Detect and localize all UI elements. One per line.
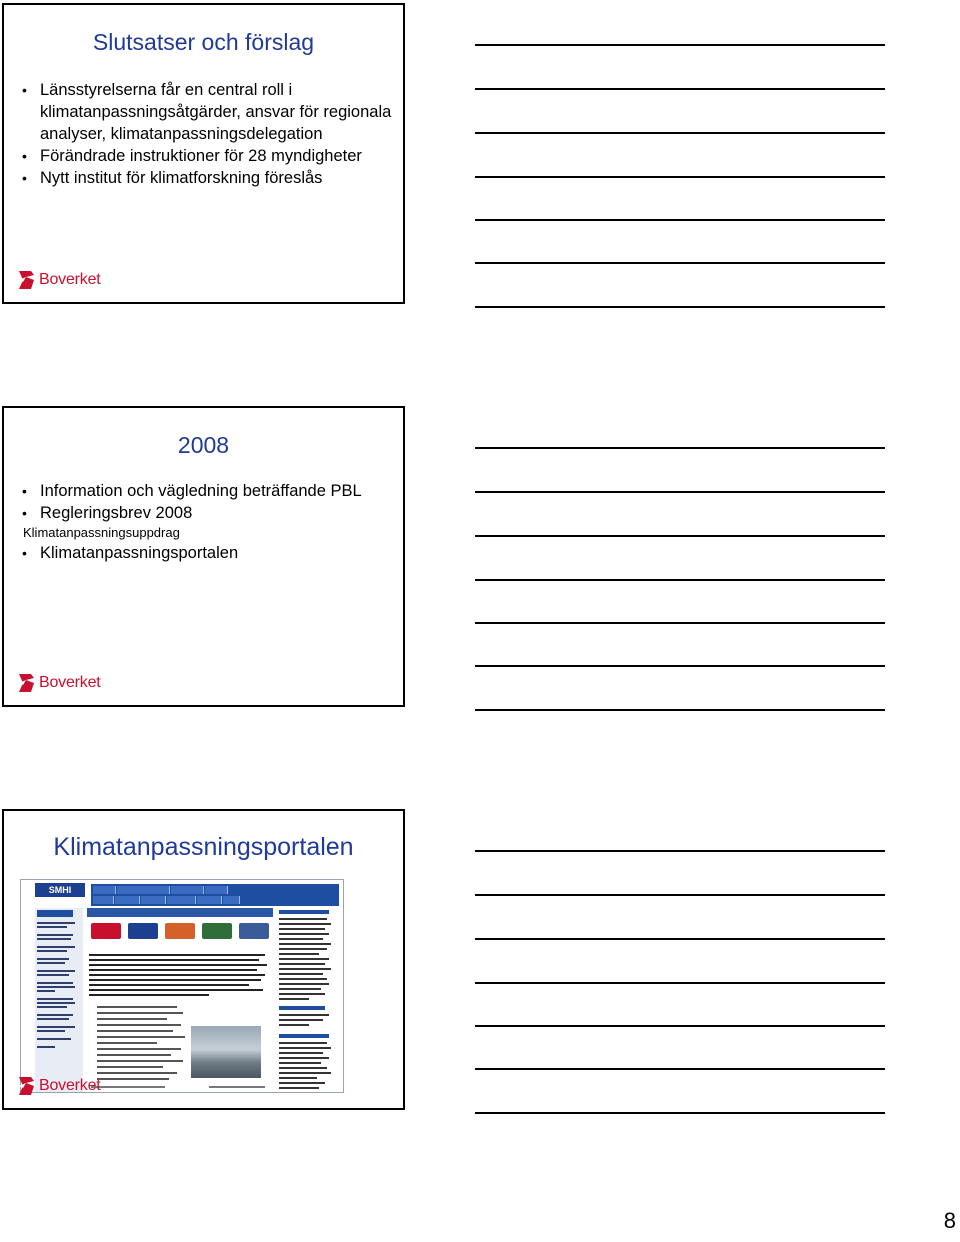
bullet-item: • Länsstyrelserna får en central roll i klimatanpassningsåtgärder, ansvar för regionala analyser, klimatanpassningsdelegation xyxy=(20,79,393,145)
bullet-item: • Regleringsbrev 2008 xyxy=(20,502,393,524)
bullet-item: • Förändrade instruktioner för 28 myndigheter xyxy=(20,145,393,167)
nav-row xyxy=(91,886,339,895)
bullet-item: • Nytt institut för klimatforskning föreslås xyxy=(20,167,393,189)
page-number: 8 xyxy=(943,1208,956,1233)
slide-1 xyxy=(2,3,405,304)
boverket-logo-icon xyxy=(17,269,36,291)
screenshot-header xyxy=(21,880,343,906)
slide-3 xyxy=(2,809,405,1110)
bullet-list xyxy=(20,480,393,564)
slide-2 xyxy=(2,406,405,707)
nav-row xyxy=(91,896,339,905)
smhi-logo: SMHI xyxy=(35,883,85,897)
slide-title: 2008 xyxy=(177,432,230,458)
boverket-logo xyxy=(17,1074,101,1098)
bullet-item: • Klimatanpassningsportalen xyxy=(20,542,393,564)
slide-title: Slutsatser och förslag xyxy=(92,29,315,55)
screenshot-sidebar xyxy=(35,908,83,1092)
bullet-item: • Information och vägledning beträffande PBL xyxy=(20,480,393,502)
boverket-logo-icon xyxy=(17,1075,36,1097)
portal-screenshot xyxy=(20,879,344,1093)
logo-text: Boverket xyxy=(39,674,101,691)
boverket-logo-icon xyxy=(17,672,36,694)
bullet-list xyxy=(20,79,393,189)
sub-line: Klimatanpassningsuppdrag xyxy=(23,525,180,540)
flood-photo xyxy=(191,1026,261,1078)
logo-text: Boverket xyxy=(39,1077,101,1094)
partner-logos xyxy=(91,920,269,942)
screenshot-main xyxy=(87,908,273,1092)
logo-text: Boverket xyxy=(39,271,101,288)
slide-title: Klimatanpassningsportalen xyxy=(53,833,354,861)
screenshot-nav xyxy=(91,884,339,906)
boverket-logo xyxy=(17,268,101,292)
screenshot-banner xyxy=(87,908,273,917)
screenshot-right-column xyxy=(277,908,339,1092)
boverket-logo xyxy=(17,671,101,695)
